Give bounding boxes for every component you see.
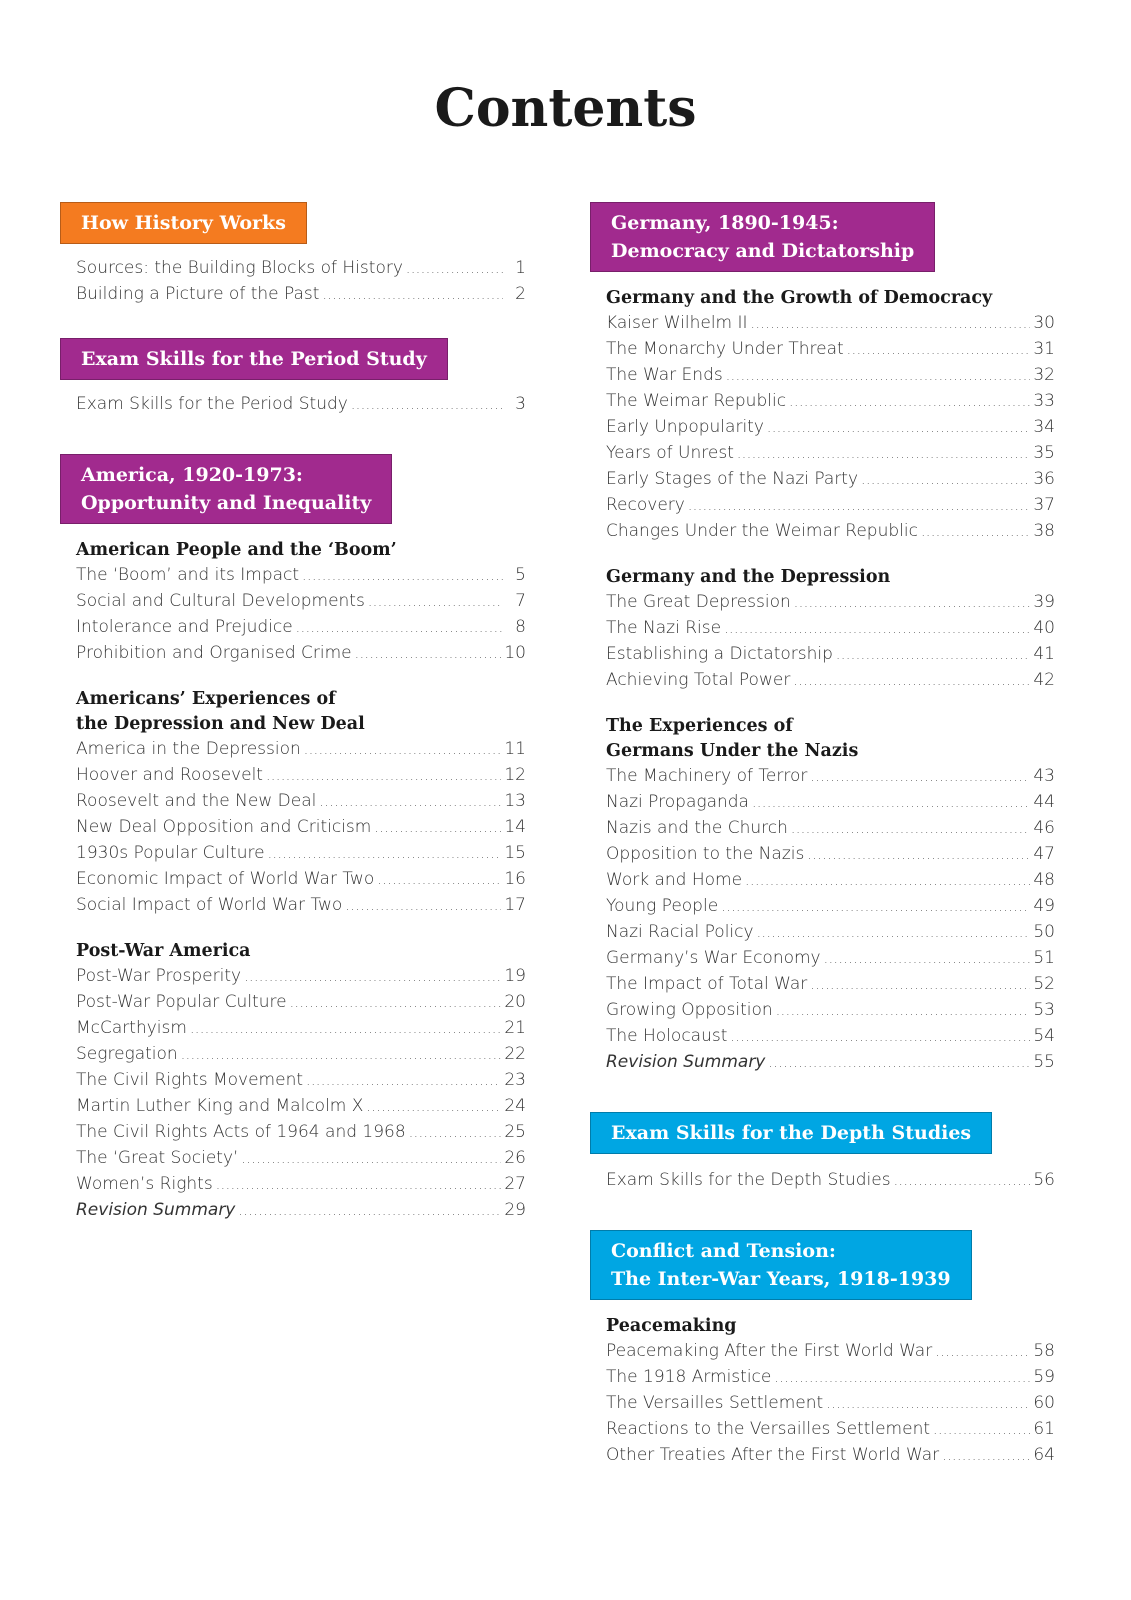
- dot-leader: [745, 869, 1030, 894]
- toc-entry[interactable]: [76, 763, 526, 789]
- toc-entry[interactable]: [606, 668, 1055, 694]
- toc-page-number: 33: [1033, 391, 1055, 411]
- toc-entry[interactable]: [606, 441, 1055, 467]
- toc-entry[interactable]: [76, 1068, 526, 1094]
- section-header: [60, 454, 392, 524]
- dot-leader: [794, 591, 1031, 616]
- toc-entry-label: Intolerance and Prejudice: [76, 617, 293, 637]
- toc-page-number: 64: [1033, 1445, 1055, 1465]
- section-header-line: Democracy and Dictatorship: [611, 240, 915, 262]
- toc-entry[interactable]: [76, 789, 526, 815]
- toc-entry-label: Economic Impact of World War Two: [76, 869, 375, 889]
- toc-entry-label: Prohibition and Organised Crime: [76, 643, 352, 663]
- dot-leader: [345, 894, 501, 919]
- toc-entry[interactable]: [606, 519, 1055, 545]
- dot-leader: [942, 1444, 1030, 1469]
- dot-leader: [268, 842, 502, 867]
- subheading-line: Americans’ Experiences of: [76, 689, 336, 709]
- toc-page-number: 14: [504, 817, 526, 837]
- subheading-line: Post-War America: [76, 941, 251, 961]
- toc-page-number: 55: [1033, 1052, 1055, 1072]
- toc-entry-label: The War Ends: [606, 365, 723, 385]
- toc-entry-label: Segregation: [76, 1044, 178, 1064]
- toc-entry[interactable]: [76, 589, 526, 615]
- toc-page-number: 31: [1033, 339, 1055, 359]
- toc-entry-label: Recovery: [606, 495, 685, 515]
- toc-entry[interactable]: [606, 790, 1055, 816]
- entry-group: [76, 256, 526, 308]
- section-entries: [60, 392, 526, 418]
- toc-entry[interactable]: [606, 467, 1055, 493]
- toc-entry-label: Early Stages of the Nazi Party: [606, 469, 859, 489]
- subheading-line: American People and the ‘Boom’: [76, 540, 397, 560]
- toc-page-number: 15: [504, 843, 526, 863]
- section-germany-1890-1945-democracy-and-dictatorship: [590, 202, 1055, 1076]
- toc-entry-label: 1930s Popular Culture: [76, 843, 265, 863]
- toc-entry-label: McCarthyism: [76, 1018, 187, 1038]
- toc-entry[interactable]: [76, 1198, 526, 1224]
- toc-page-number: 16: [504, 869, 526, 889]
- toc-page-number: 34: [1033, 417, 1055, 437]
- toc-entry[interactable]: [606, 946, 1055, 972]
- dot-leader: [810, 973, 1030, 998]
- toc-entry[interactable]: [606, 389, 1055, 415]
- toc-entry-label: Nazis and the Church: [606, 818, 788, 838]
- section-header: [590, 202, 935, 272]
- toc-page-number: 3: [515, 394, 526, 414]
- toc-page-number: 22: [504, 1044, 526, 1064]
- toc-page-number: 56: [1033, 1170, 1055, 1190]
- dot-leader: [730, 1025, 1030, 1050]
- section-entries: [590, 1314, 1055, 1469]
- toc-page-number: 35: [1033, 443, 1055, 463]
- toc-entry-label: Roosevelt and the New Deal: [76, 791, 317, 811]
- section-header: [590, 1230, 972, 1300]
- toc-page-number: 30: [1033, 313, 1055, 333]
- toc-page-number: 19: [504, 966, 526, 986]
- dot-leader: [238, 1199, 501, 1224]
- entry-group: [606, 714, 1055, 1076]
- toc-page-number: 17: [504, 895, 526, 915]
- toc-entry-label: Early Unpopularity: [606, 417, 764, 437]
- section-header-line: Exam Skills for the Depth Studies: [611, 1122, 972, 1144]
- toc-page-number: 48: [1033, 870, 1055, 890]
- subheading-line: Germany and the Depression: [606, 567, 891, 587]
- section-header: [60, 202, 307, 244]
- toc-entry[interactable]: [606, 868, 1055, 894]
- toc-entry-label: Achieving Total Power: [606, 670, 791, 690]
- toc-entry[interactable]: [606, 363, 1055, 389]
- toc-page-number: 27: [504, 1174, 526, 1194]
- dot-leader: [935, 1340, 1030, 1365]
- dot-leader: [266, 764, 501, 789]
- toc-page-number: 58: [1033, 1341, 1055, 1361]
- toc-page-number: 49: [1033, 896, 1055, 916]
- dot-leader: [861, 468, 1030, 493]
- toc-page-number: 54: [1033, 1026, 1055, 1046]
- toc-page-number: 61: [1033, 1419, 1055, 1439]
- toc-entry[interactable]: [76, 256, 526, 282]
- toc-page-number: 25: [504, 1122, 526, 1142]
- dot-leader: [776, 999, 1031, 1024]
- dot-leader: [793, 669, 1030, 694]
- dot-leader: [767, 416, 1030, 441]
- toc-entry-label: Martin Luther King and Malcolm X: [76, 1096, 364, 1116]
- dot-leader: [241, 1147, 501, 1172]
- toc-entry-label: Reactions to the Versailles Settlement: [606, 1419, 931, 1439]
- toc-entry-label: Nazi Propaganda: [606, 792, 749, 812]
- subheading: [76, 538, 526, 563]
- toc-entry[interactable]: [76, 1120, 526, 1146]
- dot-leader: [688, 494, 1031, 519]
- dot-leader: [768, 1051, 1030, 1076]
- dot-leader: [824, 947, 1031, 972]
- section-header-line: The Inter-War Years, 1918-1939: [611, 1268, 951, 1290]
- toc-entry[interactable]: [606, 337, 1055, 363]
- dot-leader: [190, 1017, 501, 1042]
- toc-entry-label: Revision Summary: [76, 1200, 236, 1220]
- toc-entry-label: Growing Opposition: [606, 1000, 773, 1020]
- toc-page-number: 46: [1033, 818, 1055, 838]
- dot-leader: [409, 1121, 502, 1146]
- entry-group: [76, 687, 526, 919]
- toc-entry[interactable]: [606, 920, 1055, 946]
- dot-leader: [351, 393, 503, 418]
- toc-entry-label: Germany’s War Economy: [606, 948, 821, 968]
- dot-leader: [751, 312, 1031, 337]
- toc-entry[interactable]: [76, 867, 526, 893]
- toc-page-number: 39: [1033, 592, 1055, 612]
- dot-leader: [757, 921, 1031, 946]
- toc-page-number: 26: [504, 1148, 526, 1168]
- toc-entry[interactable]: [606, 1391, 1055, 1417]
- section-entries: [60, 538, 526, 1224]
- toc-entry[interactable]: [76, 392, 526, 418]
- section-header-line: How History Works: [81, 212, 286, 234]
- toc-entry-label: Social and Cultural Developments: [76, 591, 365, 611]
- toc-entry-label: Peacemaking After the First World War: [606, 1341, 933, 1361]
- toc-entry[interactable]: [76, 737, 526, 763]
- subheading: [606, 1314, 1055, 1339]
- dot-leader: [368, 590, 503, 615]
- dot-leader: [933, 1418, 1030, 1443]
- subheading-line: Germans Under the Nazis: [606, 741, 859, 761]
- toc-entry-label: Work and Home: [606, 870, 743, 890]
- dot-leader: [807, 843, 1030, 868]
- section-header: [590, 1112, 992, 1154]
- toc-page-number: 32: [1033, 365, 1055, 385]
- toc-entry-label: Hoover and Roosevelt: [76, 765, 263, 785]
- entry-group: [606, 565, 1055, 694]
- toc-entry[interactable]: [606, 842, 1055, 868]
- toc-page-number: 21: [504, 1018, 526, 1038]
- subheading-line: Peacemaking: [606, 1316, 737, 1336]
- dot-leader: [319, 790, 501, 815]
- dot-leader: [894, 1169, 1031, 1194]
- toc-entry-label: The 1918 Armistice: [606, 1367, 772, 1387]
- dot-leader: [290, 991, 502, 1016]
- toc-entry-label: The Great Depression: [606, 592, 791, 612]
- toc-page-number: 51: [1033, 948, 1055, 968]
- dot-leader: [406, 257, 503, 282]
- section-america-1920-1973-opportunity-and-inequality: [60, 454, 526, 1224]
- page-title: Contents: [434, 78, 697, 139]
- toc-entry-label: Social Impact of World War Two: [76, 895, 343, 915]
- toc-page-number: 12: [504, 765, 526, 785]
- section-header-line: America, 1920-1973:: [81, 464, 303, 486]
- dot-leader: [302, 564, 503, 589]
- toc-page-number: 38: [1033, 521, 1055, 541]
- subheading: [606, 286, 1055, 311]
- toc-page-number: 40: [1033, 618, 1055, 638]
- toc-entry[interactable]: [606, 764, 1055, 790]
- toc-entry[interactable]: [76, 1172, 526, 1198]
- toc-entry[interactable]: [606, 1443, 1055, 1469]
- toc-entry[interactable]: [606, 1365, 1055, 1391]
- toc-page-number: 8: [515, 617, 526, 637]
- dot-leader: [774, 1366, 1030, 1391]
- toc-entry[interactable]: [606, 1050, 1055, 1076]
- toc-page-number: 42: [1033, 670, 1055, 690]
- toc-page-number: 1: [515, 258, 526, 278]
- right-column: [590, 202, 1055, 1489]
- section-header-line: Conflict and Tension:: [611, 1240, 836, 1262]
- toc-entry-label: Young People: [606, 896, 719, 916]
- section-header-line: Germany, 1890-1945:: [611, 212, 839, 234]
- entry-group: [76, 538, 526, 667]
- dot-leader: [826, 1392, 1030, 1417]
- toc-entry-label: Nazi Racial Policy: [606, 922, 754, 942]
- toc-entry-label: Kaiser Wilhelm II: [606, 313, 748, 333]
- toc-entry-label: Opposition to the Nazis: [606, 844, 805, 864]
- toc-entry[interactable]: [606, 1417, 1055, 1443]
- subheading: [606, 565, 1055, 590]
- dot-leader: [847, 338, 1031, 363]
- toc-entry-label: The Civil Rights Acts of 1964 and 1968: [76, 1122, 406, 1142]
- section-entries: [60, 256, 526, 308]
- dot-leader: [737, 442, 1031, 467]
- toc-entry[interactable]: [76, 893, 526, 919]
- dot-leader: [306, 1069, 501, 1094]
- toc-entry[interactable]: [606, 616, 1055, 642]
- section-entries: [590, 1168, 1055, 1194]
- toc-entry-label: Establishing a Dictatorship: [606, 644, 833, 664]
- toc-entry[interactable]: [606, 642, 1055, 668]
- toc-entry-label: The ‘Boom’ and its Impact: [76, 565, 300, 585]
- section-header-line: Opportunity and Inequality: [81, 492, 372, 514]
- entry-group: [76, 939, 526, 1224]
- toc-entry[interactable]: [606, 590, 1055, 616]
- toc-entry[interactable]: [76, 1042, 526, 1068]
- toc-entry[interactable]: [606, 1339, 1055, 1365]
- entry-group: [606, 1168, 1055, 1194]
- section-entries: [590, 286, 1055, 1076]
- dot-leader: [366, 1095, 501, 1120]
- entry-group: [606, 1314, 1055, 1469]
- toc-entry-label: Exam Skills for the Depth Studies: [606, 1170, 891, 1190]
- dot-leader: [921, 520, 1030, 545]
- toc-entry-label: Changes Under the Weimar Republic: [606, 521, 918, 541]
- toc-page-number: 60: [1033, 1393, 1055, 1413]
- section-header: [60, 338, 448, 380]
- toc-entry-label: Women’s Rights: [76, 1174, 213, 1194]
- toc-entry-label: America in the Depression: [76, 739, 301, 759]
- toc-page-number: 37: [1033, 495, 1055, 515]
- toc-entry[interactable]: [76, 990, 526, 1016]
- toc-entry-label: Building a Picture of the Past: [76, 284, 320, 304]
- subheading-line: The Experiences of: [606, 716, 793, 736]
- toc-entry-label: The Weimar Republic: [606, 391, 787, 411]
- toc-entry-label: Revision Summary: [606, 1052, 766, 1072]
- toc-entry[interactable]: [606, 972, 1055, 998]
- toc-entry-label: Post-War Popular Culture: [76, 992, 287, 1012]
- section-conflict-and-tension-the-inter-war-years-1918-1939: [590, 1230, 1055, 1469]
- toc-page-number: 52: [1033, 974, 1055, 994]
- toc-entry[interactable]: [76, 841, 526, 867]
- toc-page-number: 41: [1033, 644, 1055, 664]
- toc-page-number: 53: [1033, 1000, 1055, 1020]
- toc-page-number: 2: [515, 284, 526, 304]
- subheading-line: the Depression and New Deal: [76, 714, 365, 734]
- dot-leader: [377, 868, 501, 893]
- toc-page-number: 5: [515, 565, 526, 585]
- toc-entry[interactable]: [76, 563, 526, 589]
- dot-leader: [296, 616, 503, 641]
- subheading-line: Germany and the Growth of Democracy: [606, 288, 993, 308]
- toc-page-number: 44: [1033, 792, 1055, 812]
- toc-page-number: 43: [1033, 766, 1055, 786]
- toc-entry[interactable]: [606, 1024, 1055, 1050]
- dot-leader: [789, 390, 1030, 415]
- dot-leader: [836, 643, 1030, 668]
- dot-leader: [181, 1043, 502, 1068]
- toc-entry[interactable]: [76, 964, 526, 990]
- toc-entry[interactable]: [76, 1146, 526, 1172]
- dot-leader: [791, 817, 1030, 842]
- toc-entry-label: New Deal Opposition and Criticism: [76, 817, 372, 837]
- toc-page-number: 10: [504, 643, 526, 663]
- entry-group: [606, 286, 1055, 545]
- toc-entry-label: Post-War Prosperity: [76, 966, 242, 986]
- dot-leader: [726, 364, 1031, 389]
- toc-entry-label: The Machinery of Terror: [606, 766, 808, 786]
- subheading: [76, 687, 526, 737]
- section-exam-skills-for-the-depth-studies: [590, 1112, 1055, 1194]
- dot-leader: [355, 642, 502, 667]
- toc-entry-label: The Nazi Rise: [606, 618, 722, 638]
- dot-leader: [724, 617, 1030, 642]
- section-exam-skills-for-the-period-study: [60, 338, 526, 418]
- toc-entry[interactable]: [606, 311, 1055, 337]
- section-header-line: Exam Skills for the Period Study: [81, 348, 427, 370]
- toc-page-number: 20: [504, 992, 526, 1012]
- toc-page-number: 50: [1033, 922, 1055, 942]
- toc-entry-label: Years of Unrest: [606, 443, 734, 463]
- toc-page-number: 29: [504, 1200, 526, 1220]
- left-column: [60, 202, 526, 1244]
- toc-page-number: 23: [504, 1070, 526, 1090]
- toc-entry[interactable]: [606, 1168, 1055, 1194]
- dot-leader: [374, 816, 501, 841]
- subheading: [606, 714, 1055, 764]
- dot-leader: [721, 895, 1030, 920]
- toc-entry-label: Exam Skills for the Period Study: [76, 394, 348, 414]
- subheading: [76, 939, 526, 964]
- entry-group: [76, 392, 526, 418]
- toc-entry[interactable]: [76, 641, 526, 667]
- toc-page-number: 13: [504, 791, 526, 811]
- toc-page-number: 7: [515, 591, 526, 611]
- toc-entry-label: The Versailles Settlement: [606, 1393, 824, 1413]
- toc-entry[interactable]: [606, 415, 1055, 441]
- toc-entry[interactable]: [76, 1094, 526, 1120]
- dot-leader: [216, 1173, 502, 1198]
- dot-leader: [304, 738, 502, 763]
- toc-entry-label: The Holocaust: [606, 1026, 728, 1046]
- dot-leader: [752, 791, 1030, 816]
- toc-entry[interactable]: [606, 816, 1055, 842]
- section-how-history-works: [60, 202, 526, 308]
- toc-entry[interactable]: [76, 282, 526, 308]
- toc-entry[interactable]: [606, 998, 1055, 1024]
- toc-page-number: 24: [504, 1096, 526, 1116]
- toc-page-number: 36: [1033, 469, 1055, 489]
- toc-page-number: 47: [1033, 844, 1055, 864]
- toc-entry-label: The Civil Rights Movement: [76, 1070, 304, 1090]
- toc-entry[interactable]: [76, 615, 526, 641]
- toc-entry-label: The Monarchy Under Threat: [606, 339, 844, 359]
- toc-entry-label: Other Treaties After the First World War: [606, 1445, 940, 1465]
- dot-leader: [810, 765, 1030, 790]
- toc-page-number: 59: [1033, 1367, 1055, 1387]
- toc-entry[interactable]: [606, 493, 1055, 519]
- toc-entry-label: The Impact of Total War: [606, 974, 808, 994]
- toc-entry[interactable]: [606, 894, 1055, 920]
- toc-entry-label: The ‘Great Society’: [76, 1148, 239, 1168]
- toc-page-number: 11: [504, 739, 526, 759]
- toc-entry-label: Sources: the Building Blocks of History: [76, 258, 403, 278]
- dot-leader: [322, 283, 503, 308]
- toc-entry[interactable]: [76, 1016, 526, 1042]
- toc-entry[interactable]: [76, 815, 526, 841]
- dot-leader: [244, 965, 501, 990]
